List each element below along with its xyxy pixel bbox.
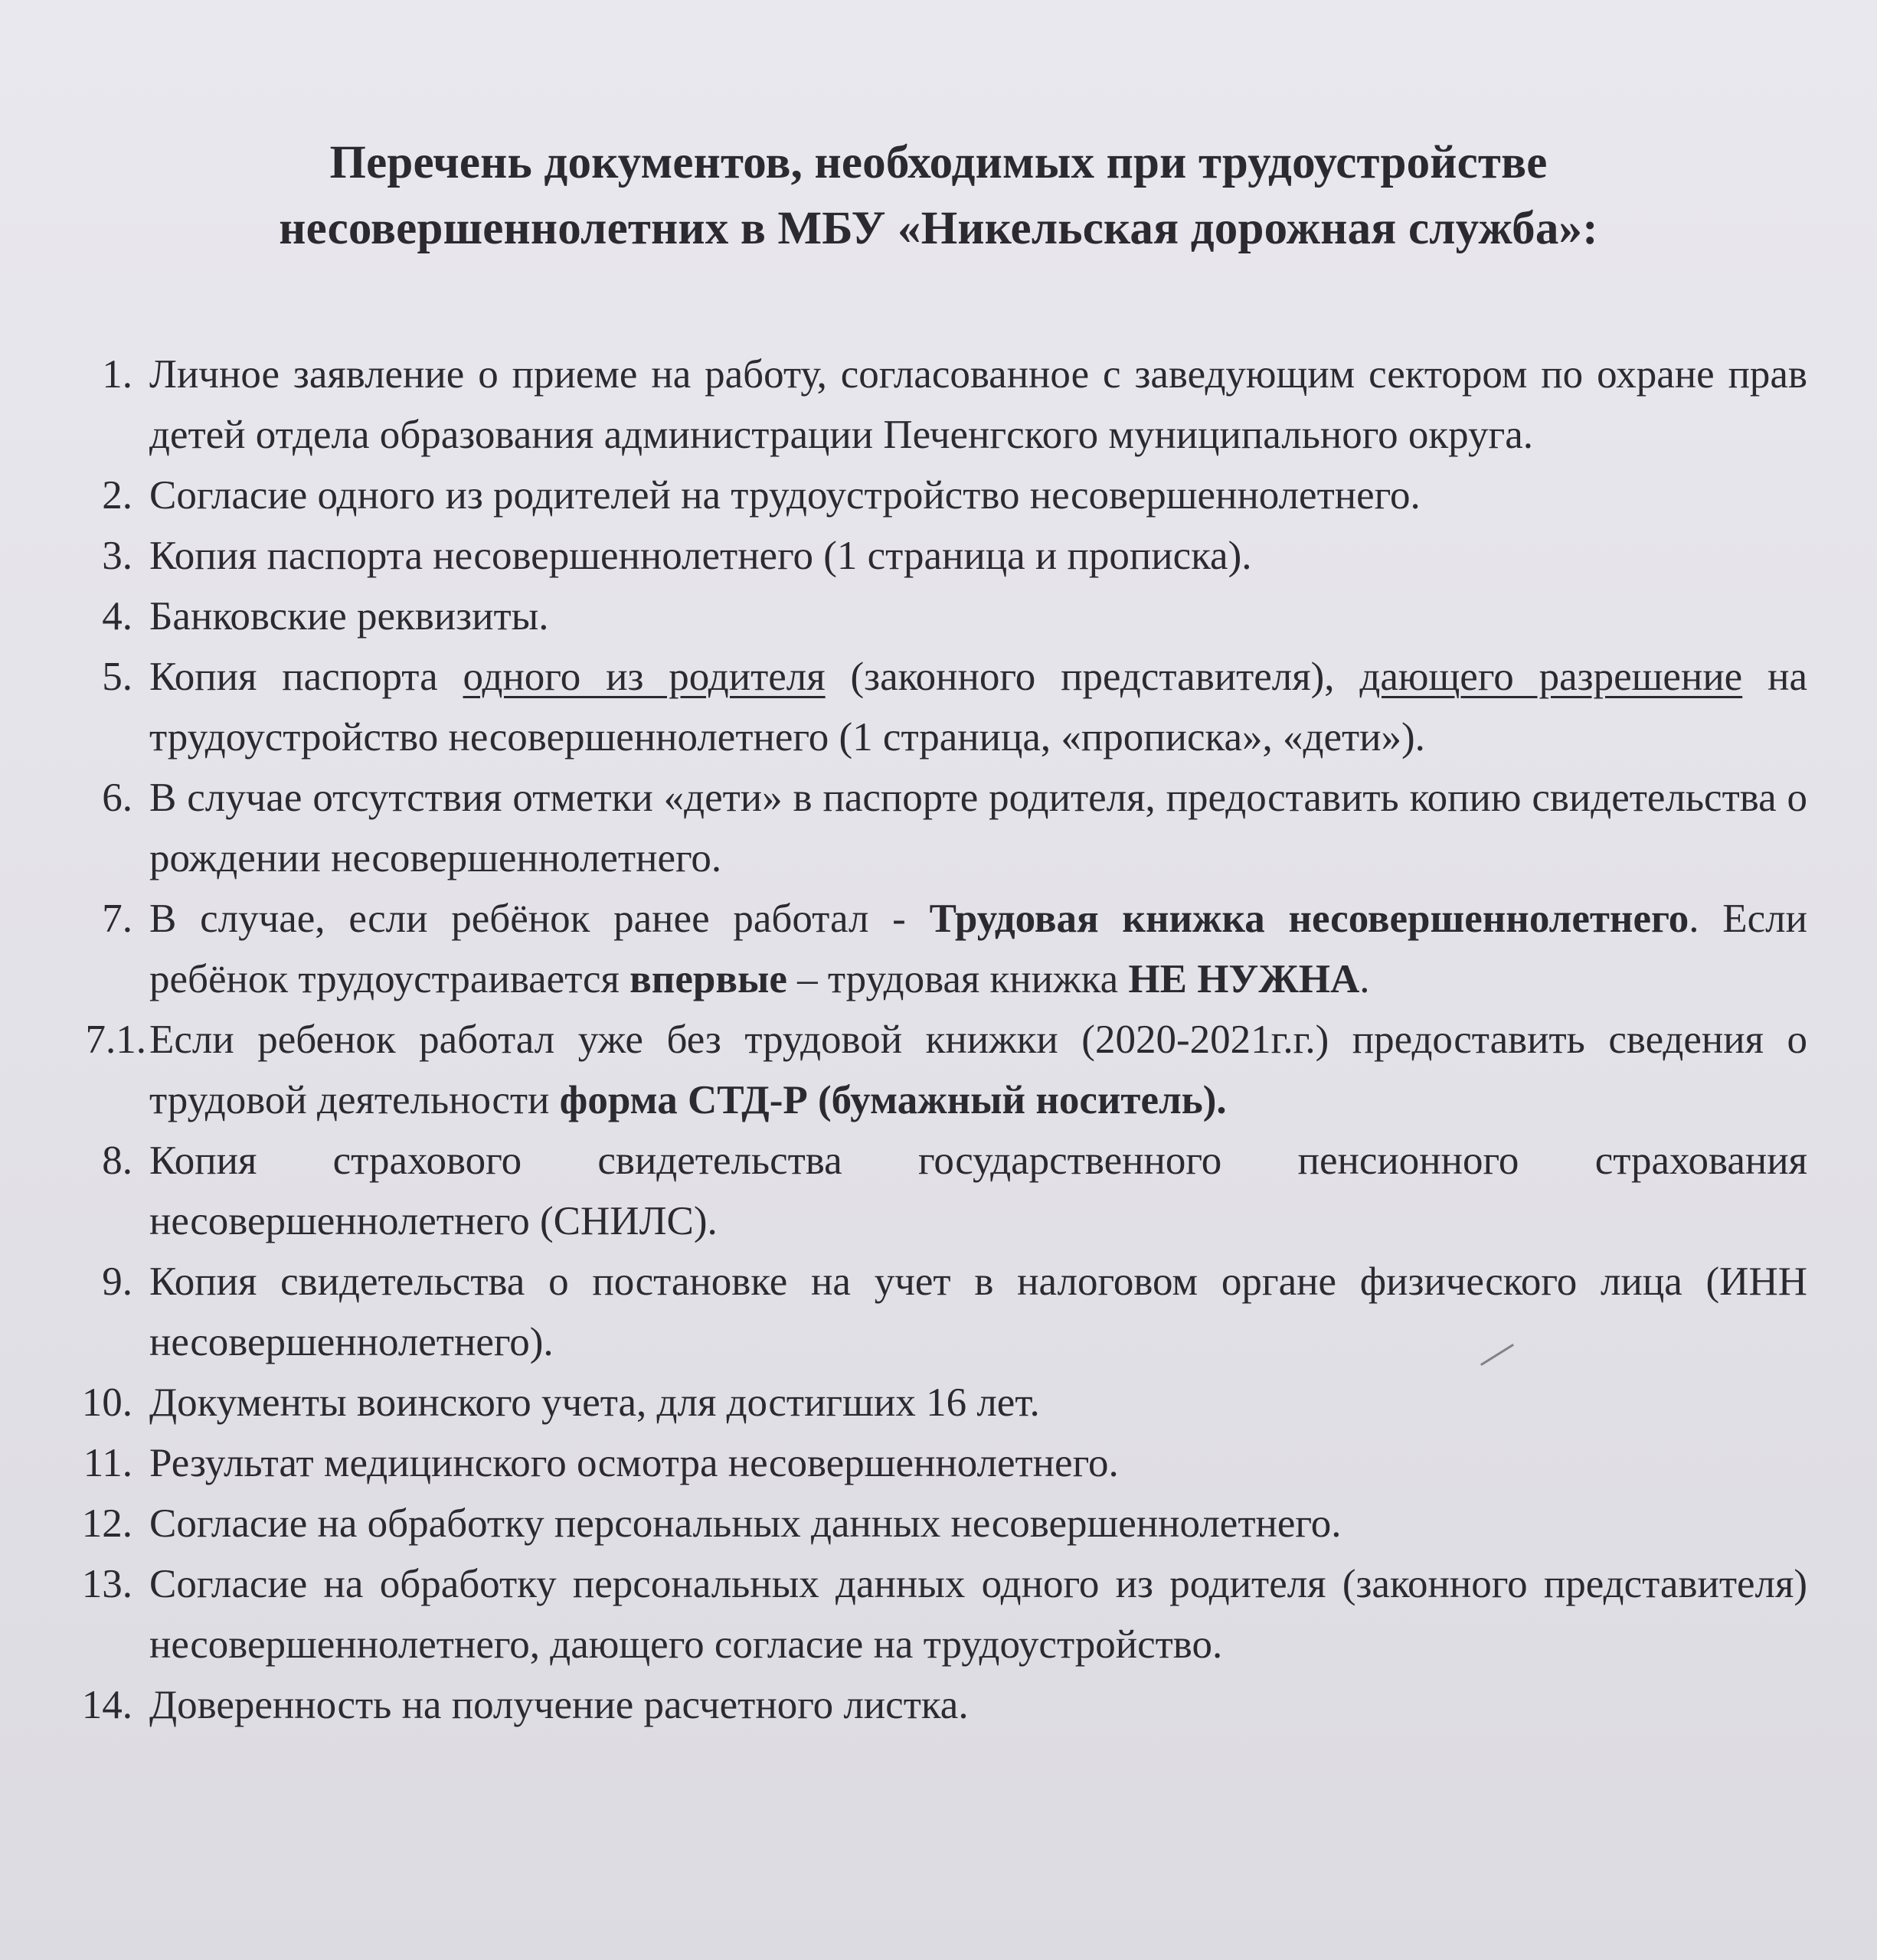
item-number: 2. bbox=[102, 473, 132, 518]
item-number: 1. bbox=[102, 352, 132, 397]
item-number: 3. bbox=[102, 534, 132, 578]
item-number: 4. bbox=[102, 594, 132, 639]
list-item-12 bbox=[54, 1494, 1807, 1554]
item-text: Согласие на обработку персональных данных одного из родителя (законного представителя) несовершеннолетнего, дающего согласие на трудоустройство. bbox=[149, 1562, 1807, 1667]
item-text: Копия свидетельства о постановке на учет в налоговом органе физического лица (ИНН несовершеннолетнего). bbox=[149, 1259, 1807, 1364]
bold-text: Трудовая книжка несовершеннолетнего bbox=[929, 897, 1689, 941]
item-text: Согласие одного из родителей на трудоустройство несовершеннолетнего. bbox=[149, 473, 1421, 518]
item-number: 9. bbox=[102, 1259, 132, 1304]
list-item-5 bbox=[54, 647, 1807, 768]
item-number: 12. bbox=[81, 1501, 132, 1546]
item-text: Копия паспорта одного из родителя (законного представителя), дающего разрешение на трудоустройство несовершеннолетнего (1 страница, «прописка», «дети»). bbox=[149, 655, 1807, 760]
list-item-11 bbox=[54, 1433, 1807, 1494]
documents-list bbox=[54, 345, 1807, 1736]
list-item-14 bbox=[54, 1675, 1807, 1736]
item-number: 5. bbox=[102, 655, 132, 699]
list-item-1 bbox=[54, 345, 1807, 466]
item-text: Копия паспорта несовершеннолетнего (1 страница и прописка). bbox=[149, 534, 1252, 578]
list-item-2 bbox=[54, 466, 1807, 526]
bold-text: впервые bbox=[629, 957, 787, 1001]
item-number: 7.1. bbox=[85, 1018, 146, 1062]
item-text: В случае, если ребёнок ранее работал - Трудовая книжка несовершеннолетнего. Если ребёнок трудоустраивается впервые – трудовая книжка НЕ НУЖНА. bbox=[149, 897, 1807, 1001]
item-text: Результат медицинского осмотра несовершеннолетнего. bbox=[149, 1441, 1119, 1485]
item-text: Личное заявление о приеме на работу, согласованное с заведующим сектором по охране прав детей отдела образования администрации Печенгского муниципального округа. bbox=[149, 352, 1807, 457]
underlined-text: дающего разрешение bbox=[1359, 655, 1743, 699]
title-line-2: несовершеннолетних в МБУ «Никельская дорожная служба»: bbox=[279, 203, 1598, 254]
item-text: В случае отсутствия отметки «дети» в паспорте родителя, предоставить копию свидетельства о рождении несовершеннолетнего. bbox=[149, 776, 1807, 880]
item-number: 13. bbox=[81, 1562, 132, 1606]
title-line-1: Перечень документов, необходимых при трудоустройстве bbox=[329, 137, 1548, 188]
document-title bbox=[0, 130, 1877, 262]
list-item-13 bbox=[54, 1554, 1807, 1675]
item-text: Копия страхового свидетельства государственного пенсионного страхования несовершеннолетнего (СНИЛС). bbox=[149, 1138, 1807, 1243]
item-number: 14. bbox=[81, 1683, 132, 1727]
item-text: Согласие на обработку персональных данных несовершеннолетнего. bbox=[149, 1501, 1342, 1546]
list-item-7-1 bbox=[54, 1010, 1807, 1131]
list-item-8 bbox=[54, 1131, 1807, 1252]
list-item-3 bbox=[54, 526, 1807, 586]
list-item-10 bbox=[54, 1373, 1807, 1433]
item-text: Доверенность на получение расчетного листка. bbox=[149, 1683, 969, 1727]
list-item-6 bbox=[54, 768, 1807, 889]
list-item-9 bbox=[54, 1252, 1807, 1373]
bold-text: НЕ НУЖНА bbox=[1128, 957, 1360, 1001]
item-text: Документы воинского учета, для достигших 16 лет. bbox=[149, 1380, 1040, 1425]
item-text: Если ребенок работал уже без трудовой книжки (2020-2021г.г.) предоставить сведения о трудовой деятельности форма СТД-Р (бумажный носитель). bbox=[149, 1018, 1807, 1122]
item-number: 7. bbox=[102, 897, 132, 941]
underlined-text: одного из родителя bbox=[463, 655, 826, 699]
list-item-4 bbox=[54, 586, 1807, 647]
item-number: 10. bbox=[81, 1380, 132, 1425]
item-number: 6. bbox=[102, 776, 132, 820]
item-number: 8. bbox=[102, 1138, 132, 1183]
bold-text: форма СТД-Р (бумажный носитель). bbox=[559, 1078, 1227, 1122]
item-number: 11. bbox=[83, 1441, 132, 1485]
list-item-7 bbox=[54, 889, 1807, 1010]
item-text: Банковские реквизиты. bbox=[149, 594, 549, 639]
